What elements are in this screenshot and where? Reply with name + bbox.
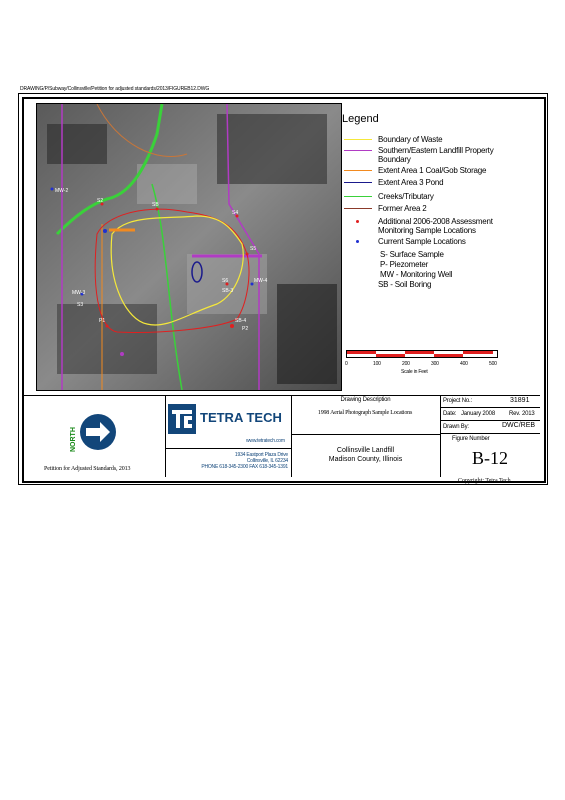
scale-bar xyxy=(346,350,496,360)
legend-item: Additional 2006-2008 Assessment Monitoring Sample Locations xyxy=(344,217,534,237)
legend-item: Boundary of Waste xyxy=(344,135,534,146)
svg-text:P2: P2 xyxy=(242,326,249,332)
svg-text:S3: S3 xyxy=(77,302,84,308)
tetra-tech-logo-icon xyxy=(168,404,196,434)
aerial-photo-map xyxy=(36,103,342,391)
pond-swatch xyxy=(344,182,372,183)
site-info: Collinsville Landfill Madison County, Illinois xyxy=(328,447,403,463)
legend-item: Current Sample Locations xyxy=(344,237,534,250)
svg-text:SB-3: SB-3 xyxy=(222,288,234,294)
svg-text:SB-4: SB-4 xyxy=(235,318,247,324)
title-block-top-line xyxy=(24,395,540,396)
red-dot-icon xyxy=(356,220,359,223)
property-boundary-swatch xyxy=(344,150,372,151)
svg-text:SB: SB xyxy=(152,202,159,208)
company-address: 1934 Eastport Plaza Drive Collinsville, IL 62234 PHONE 618-345-2300 FAX 618-345-1391 xyxy=(201,452,288,470)
date-label: Date: xyxy=(443,411,457,417)
code-soil-boring: SB - Soil Boring xyxy=(378,280,432,289)
legend-item: Southern/Eastern Landfill Property Boundary xyxy=(344,146,534,166)
copyright: Copyright: Tetra Tech xyxy=(458,478,511,484)
svg-text:S6: S6 xyxy=(222,278,229,284)
svg-text:S5: S5 xyxy=(250,246,257,252)
figure-number-label: Figure Number xyxy=(452,436,490,442)
svg-text:S4: S4 xyxy=(232,210,239,216)
legend-item: Extent Area 1 Coal/Gob Storage xyxy=(344,166,534,178)
drawing-path: DRAWING/P/Subway/Collinsville/Petition for adjusted standards/2013/FIGUREB12.DWG xyxy=(20,86,210,92)
company-name: TETRA TECH xyxy=(200,410,282,425)
svg-text:P1: P1 xyxy=(99,318,106,324)
legend-item: Former Area 2 xyxy=(344,204,534,217)
petition-text: Petition for Adjusted Standards, 2013 xyxy=(44,466,131,472)
north-label: NORTH xyxy=(70,427,77,452)
code-piezometer: P- Piezometer xyxy=(380,260,429,269)
drawn-by: DWC/REB xyxy=(502,422,536,429)
code-surface-sample: S- Surface Sample xyxy=(380,250,444,259)
rev-label: Rev. xyxy=(509,411,521,417)
drawing-description: 1998 Aerial Photograph Sample Locations xyxy=(317,410,413,416)
scale-label: Scale in Feet xyxy=(401,369,428,375)
coal-gob-swatch xyxy=(344,170,372,171)
code-monitoring-well: MW - Monitoring Well xyxy=(380,270,453,279)
drawn-by-label: Drawn By: xyxy=(443,424,469,430)
date-value: January 2008 xyxy=(461,411,495,417)
project-no-label: Project No.: xyxy=(443,398,472,404)
drawing-description-label: Drawing Description xyxy=(340,397,391,403)
svg-text:MW-3: MW-3 xyxy=(72,290,86,296)
blue-dot-icon xyxy=(356,240,359,243)
figure-number: B-12 xyxy=(472,448,508,468)
boundary-of-waste-swatch xyxy=(344,139,372,140)
company-website: www.tetratech.com xyxy=(246,438,285,444)
legend-item: Extent Area 3 Pond xyxy=(344,178,534,192)
creek-swatch xyxy=(344,196,372,197)
former-area-swatch xyxy=(344,208,372,209)
company-logo xyxy=(166,402,290,436)
map-overlay xyxy=(37,104,341,390)
map-label: MW-2 xyxy=(55,188,69,194)
legend-title: Legend xyxy=(342,113,379,125)
scale-ticks: 0 100 200 300 400 500 xyxy=(345,361,497,367)
svg-text:S2: S2 xyxy=(97,198,104,204)
project-no: 31891 xyxy=(510,397,530,404)
legend-list xyxy=(344,135,534,290)
legend-item: Creeks/Tributary xyxy=(344,192,534,204)
rev-value: 2013 xyxy=(522,411,535,417)
svg-text:MW-4: MW-4 xyxy=(254,278,268,284)
